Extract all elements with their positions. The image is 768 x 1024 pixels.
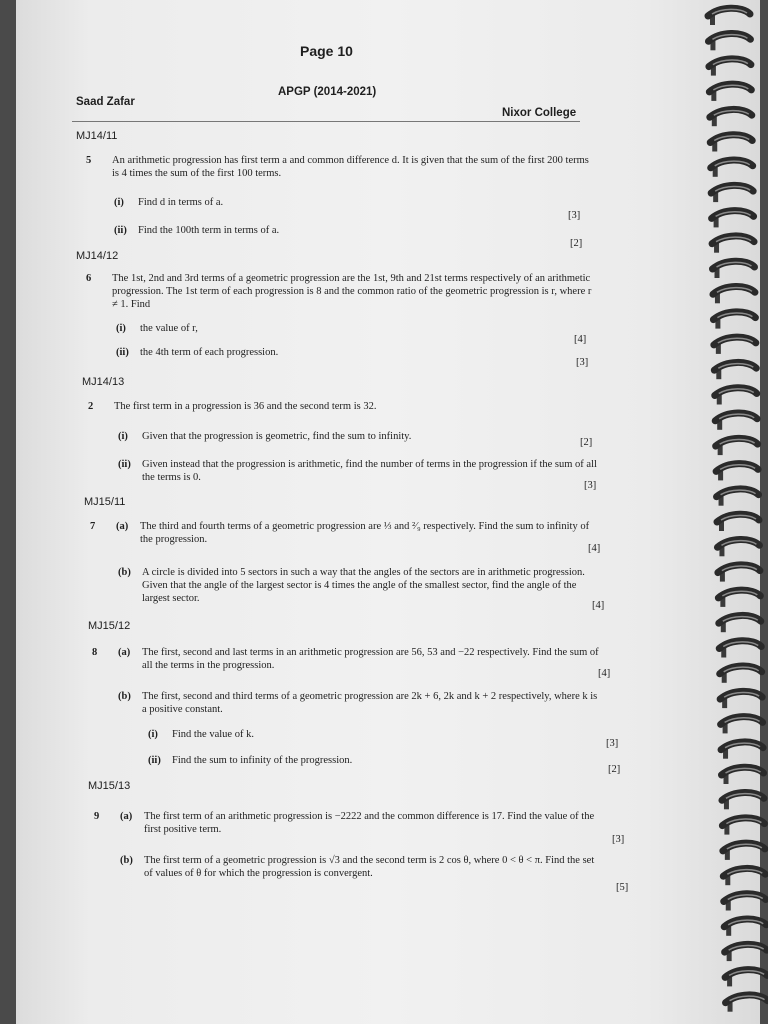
part-label: (ii)	[116, 347, 129, 358]
question-part	[118, 646, 608, 674]
part-text: The third and fourth terms of a geometric progression are ⅓ and ²⁄₉ respectively. Find the sum to infinity of the progression.	[140, 521, 590, 545]
section-label: MJ15/11	[84, 496, 126, 508]
question-part	[120, 810, 614, 838]
part-text: Given instead that the progression is arithmetic, find the number of terms in the progression if the sum of all the terms is 0.	[142, 459, 597, 483]
part-label: (ii)	[118, 459, 131, 470]
question-number: 5	[86, 155, 92, 166]
marks: [2]	[570, 238, 583, 249]
part-label: (a)	[120, 811, 133, 822]
part-text: the value of r,	[140, 323, 198, 334]
question-number: 6	[86, 273, 92, 284]
question-part	[118, 430, 578, 444]
section-label: MJ15/13	[88, 780, 131, 792]
part-label: (i)	[118, 431, 128, 442]
question-part	[116, 346, 586, 360]
part-label: (ii)	[148, 755, 161, 766]
part-label: (a)	[118, 647, 131, 658]
institution-name: Nixor College	[502, 107, 577, 119]
question-part	[118, 566, 604, 608]
marks: [3]	[576, 357, 589, 368]
marks: [4]	[574, 334, 587, 345]
marks: [5]	[616, 882, 629, 893]
marks: [2]	[608, 764, 621, 775]
question-part	[118, 690, 614, 718]
marks: [3]	[612, 834, 625, 845]
marks: [3]	[606, 738, 619, 749]
section-label: MJ15/12	[88, 620, 131, 632]
part-text: The first, second and last terms in an arithmetic progression are 56, 53 and −22 respectively. Find the sum of all the terms in the progression.	[142, 647, 599, 671]
marks: [3]	[584, 480, 597, 491]
marks: [4]	[598, 668, 611, 679]
part-label: (i)	[114, 197, 124, 208]
question-part	[120, 854, 614, 882]
part-label: (i)	[148, 729, 158, 740]
part-label: (a)	[116, 521, 129, 532]
question-part	[118, 458, 600, 486]
header-divider	[72, 121, 580, 122]
marks: [2]	[580, 437, 593, 448]
part-text: The first term of an arithmetic progression is −2222 and the common difference is 17. Find the value of the first positive term.	[144, 811, 595, 835]
part-text: The first, second and third terms of a geometric progression are 2k + 6, 2k and k + 2 respectively, where k is a positive constant.	[142, 691, 598, 715]
part-text: Find the 100th term in terms of a.	[138, 225, 280, 236]
part-text: Given that the progression is geometric, find the sum to infinity.	[142, 431, 412, 442]
marks: [4]	[588, 543, 601, 554]
question-part	[116, 520, 602, 548]
part-text: Find d in terms of a.	[138, 197, 224, 208]
author-name: Saad Zafar	[76, 96, 135, 108]
part-text: The first term of a geometric progression is √3 and the second term is 2 cos θ, where 0 < θ < π. Find the set of values of θ for which the progression is convergent.	[144, 855, 595, 879]
question-text: The first term in a progression is 36 and the second term is 32.	[114, 401, 377, 412]
question-subpart	[148, 754, 608, 768]
page-number: Page 10	[300, 43, 353, 59]
part-label: (ii)	[114, 225, 127, 236]
part-text: Find the value of k.	[172, 729, 254, 740]
marks: [4]	[592, 600, 605, 611]
part-label: (i)	[116, 323, 126, 334]
part-text: Find the sum to infinity of the progression.	[172, 755, 353, 766]
part-text: the 4th term of each progression.	[140, 347, 279, 358]
document-title: APGP (2014-2021)	[278, 86, 377, 98]
part-text: A circle is divided into 5 sectors in such a way that the angles of the sectors are in arithmetic progression. Given that the angle of the largest sector is 4 times the angle of the smallest sector, find the angle of the largest sector.	[142, 567, 585, 604]
marks: [3]	[568, 210, 581, 221]
section-label: MJ14/13	[82, 376, 125, 388]
part-label: (b)	[120, 855, 133, 866]
question-part	[116, 322, 586, 336]
question-part	[114, 196, 584, 210]
question-number: 9	[94, 811, 100, 822]
section-label: MJ14/12	[76, 250, 119, 262]
section-label: MJ14/11	[76, 130, 118, 142]
question-text: An arithmetic progression has first term a and common difference d. It is given that the sum of the first 200 terms is 4 times the sum of the first 100 terms.	[112, 155, 589, 179]
question-number: 7	[90, 521, 96, 532]
part-label: (b)	[118, 691, 131, 702]
question-text: The 1st, 2nd and 3rd terms of a geometric progression are the 1st, 9th and 21st terms respectively of an arithmetic progression. The 1st term of each progression is 8 and the common ratio of the geometric progression is r, where r ≠ 1. Find	[112, 273, 592, 310]
question-part	[114, 224, 584, 238]
part-label: (b)	[118, 567, 131, 578]
question-number: 2	[88, 401, 94, 412]
question-subpart	[148, 728, 608, 742]
question-number: 8	[92, 647, 98, 658]
